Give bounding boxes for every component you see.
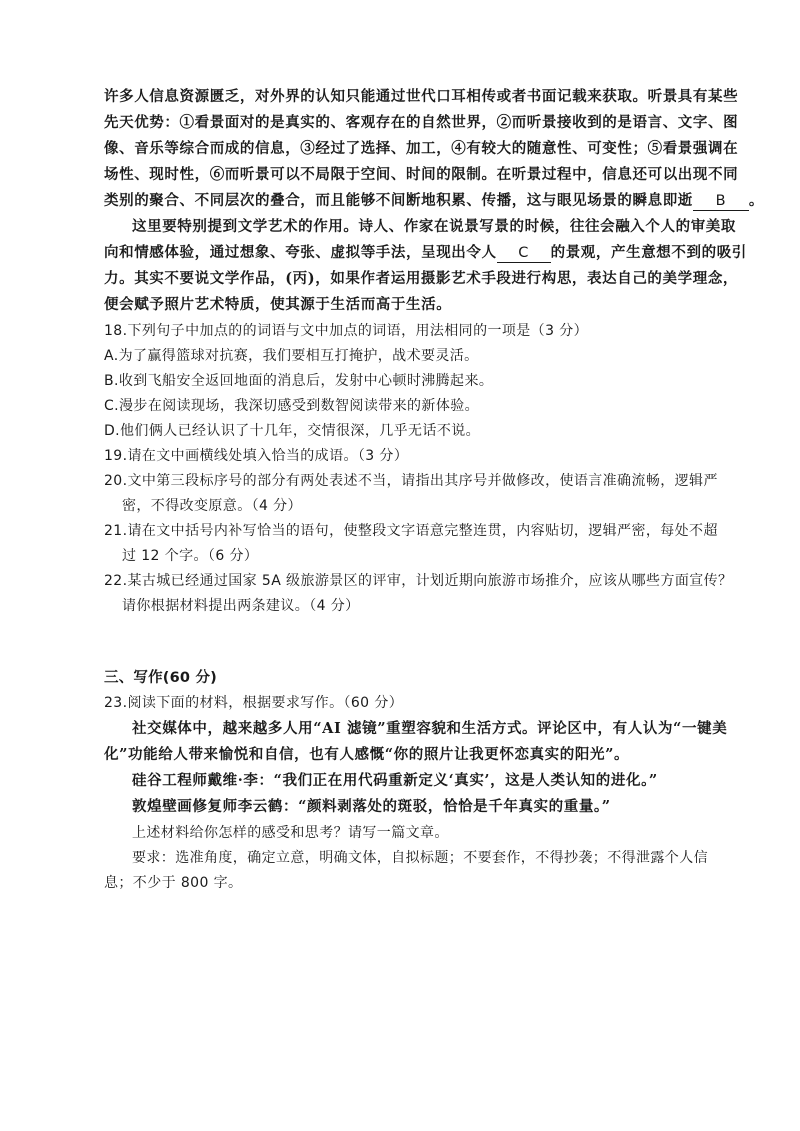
material-quote-1: 硅谷工程师戴维·李：“我们正在用代码重新定义‘真实’，这是人类认知的进化。” [132,772,658,789]
blank-c: C [497,245,551,263]
question-19: 19.请在文中画横线处填入恰当的成语。（3 分） [104,448,409,464]
q18-option-d: D.他们俩人已经认识了十几年，交情很深，几乎无话不说。 [104,423,481,439]
material-line-1: 社交媒体中，越来越多人用“AI 滤镜”重塑容貌和生活方式。评论区中，有人认为“一键美 [132,720,728,737]
blank-b: B [693,193,749,211]
question-20-line-1: 20.文中第三段标序号的部分有两处表述不当，请指出其序号并做修改，使语言准确流畅，逻辑严 [104,473,718,489]
question-22-line-1: 22.某古城已经通过国家 5A 级旅游景区的评审，计划近期向旅游市场推介，应该从哪些方面宣传？ [104,573,733,589]
question-22-line-2: 请你根据材料提出两条建议。（4 分） [122,598,360,614]
passage-line-5 [104,191,764,211]
passage-line-7-text: 向和情感体验，通过想象、夸张、虚拟等手法，呈现出令人 [104,244,497,261]
passage-line-9: 便会赋予照片艺术特质，使其源于生活而高于生活。 [104,296,452,313]
passage-line-6: 这里要特别提到文学艺术的作用。诗人、作家在说景写景的时候，往往会融入个人的审美取 [132,218,736,235]
passage-line-7-end: 的景观，产生意想不到的吸引 [550,244,747,261]
passage-line-5-text: 类别的聚合、不同层次的叠合，而且能够不间断地积累、传播，这与眼见场景的瞬息即逝 [104,192,693,209]
writing-prompt: 上述材料给你怎样的感受和思考？请写一篇文章。 [132,825,449,841]
passage-line-3: 像、音乐等综合而成的信息，③经过了选择、加工，④有较大的随意性、可变性；⑤看景强调在 [104,140,739,157]
q18-option-a: A.为了赢得篮球对抗赛，我们要相互打掩护，战术要灵活。 [104,348,479,364]
question-21-line-2: 过 12 个字。（6 分） [122,548,259,564]
question-18: 18.下列句子中加点的的词语与文中加点的词语，用法相同的一项是（3 分） [104,323,589,339]
question-20-line-2: 密，不得改变原意。（4 分） [122,498,302,514]
passage-line-2: 先天优势：①看景面对的是真实的、客观存在的自然世界，②而听景接收到的是语言、文字、图 [104,114,739,131]
passage-line-4: 场性、现时性，⑥而听景可以不局限于空间、时间的限制。在听景过程中，信息还可以出现不同 [104,166,739,183]
material-quote-2: 敦煌壁画修复师李云鹤：“颜料剥落处的斑驳，恰恰是千年真实的重量。” [132,798,611,815]
material-line-2: 化”功能给人带来愉悦和自信，也有人感慨“你的照片让我更怀恋真实的阳光”。 [104,746,630,763]
q18-option-c: C.漫步在阅读现场，我深切感受到数智阅读带来的新体验。 [104,398,480,414]
question-23: 23.阅读下面的材料，根据要求写作。（60 分） [104,695,404,711]
passage-line-1: 许多人信息资源匮乏，对外界的认知只能通过世代口耳相传或者书面记载来获取。听景具有某些 [104,88,739,105]
q18-option-b: B.收到飞船安全返回地面的消息后，发射中心顿时沸腾起来。 [104,373,494,389]
passage-line-7 [104,243,747,263]
requirements-line-2: 息；不少于 800 字。 [104,875,243,891]
question-21-line-1: 21.请在文中括号内补写恰当的语句，使整段文字语意完整连贯，内容贴切，逻辑严密，每处不超 [104,523,718,539]
requirements-line-1: 要求：选准角度，确定立意，明确文体，自拟标题；不要套作，不得抄袭；不得泄露个人信 [132,850,708,866]
passage-line-5-end: 。 [748,192,765,209]
passage-line-8: 力。其实不要说文学作品，(丙)，如果作者运用摄影艺术手段进行构思，表达自己的美学理念， [104,270,739,287]
section-title-writing: 三、写作(60 分) [104,670,217,686]
